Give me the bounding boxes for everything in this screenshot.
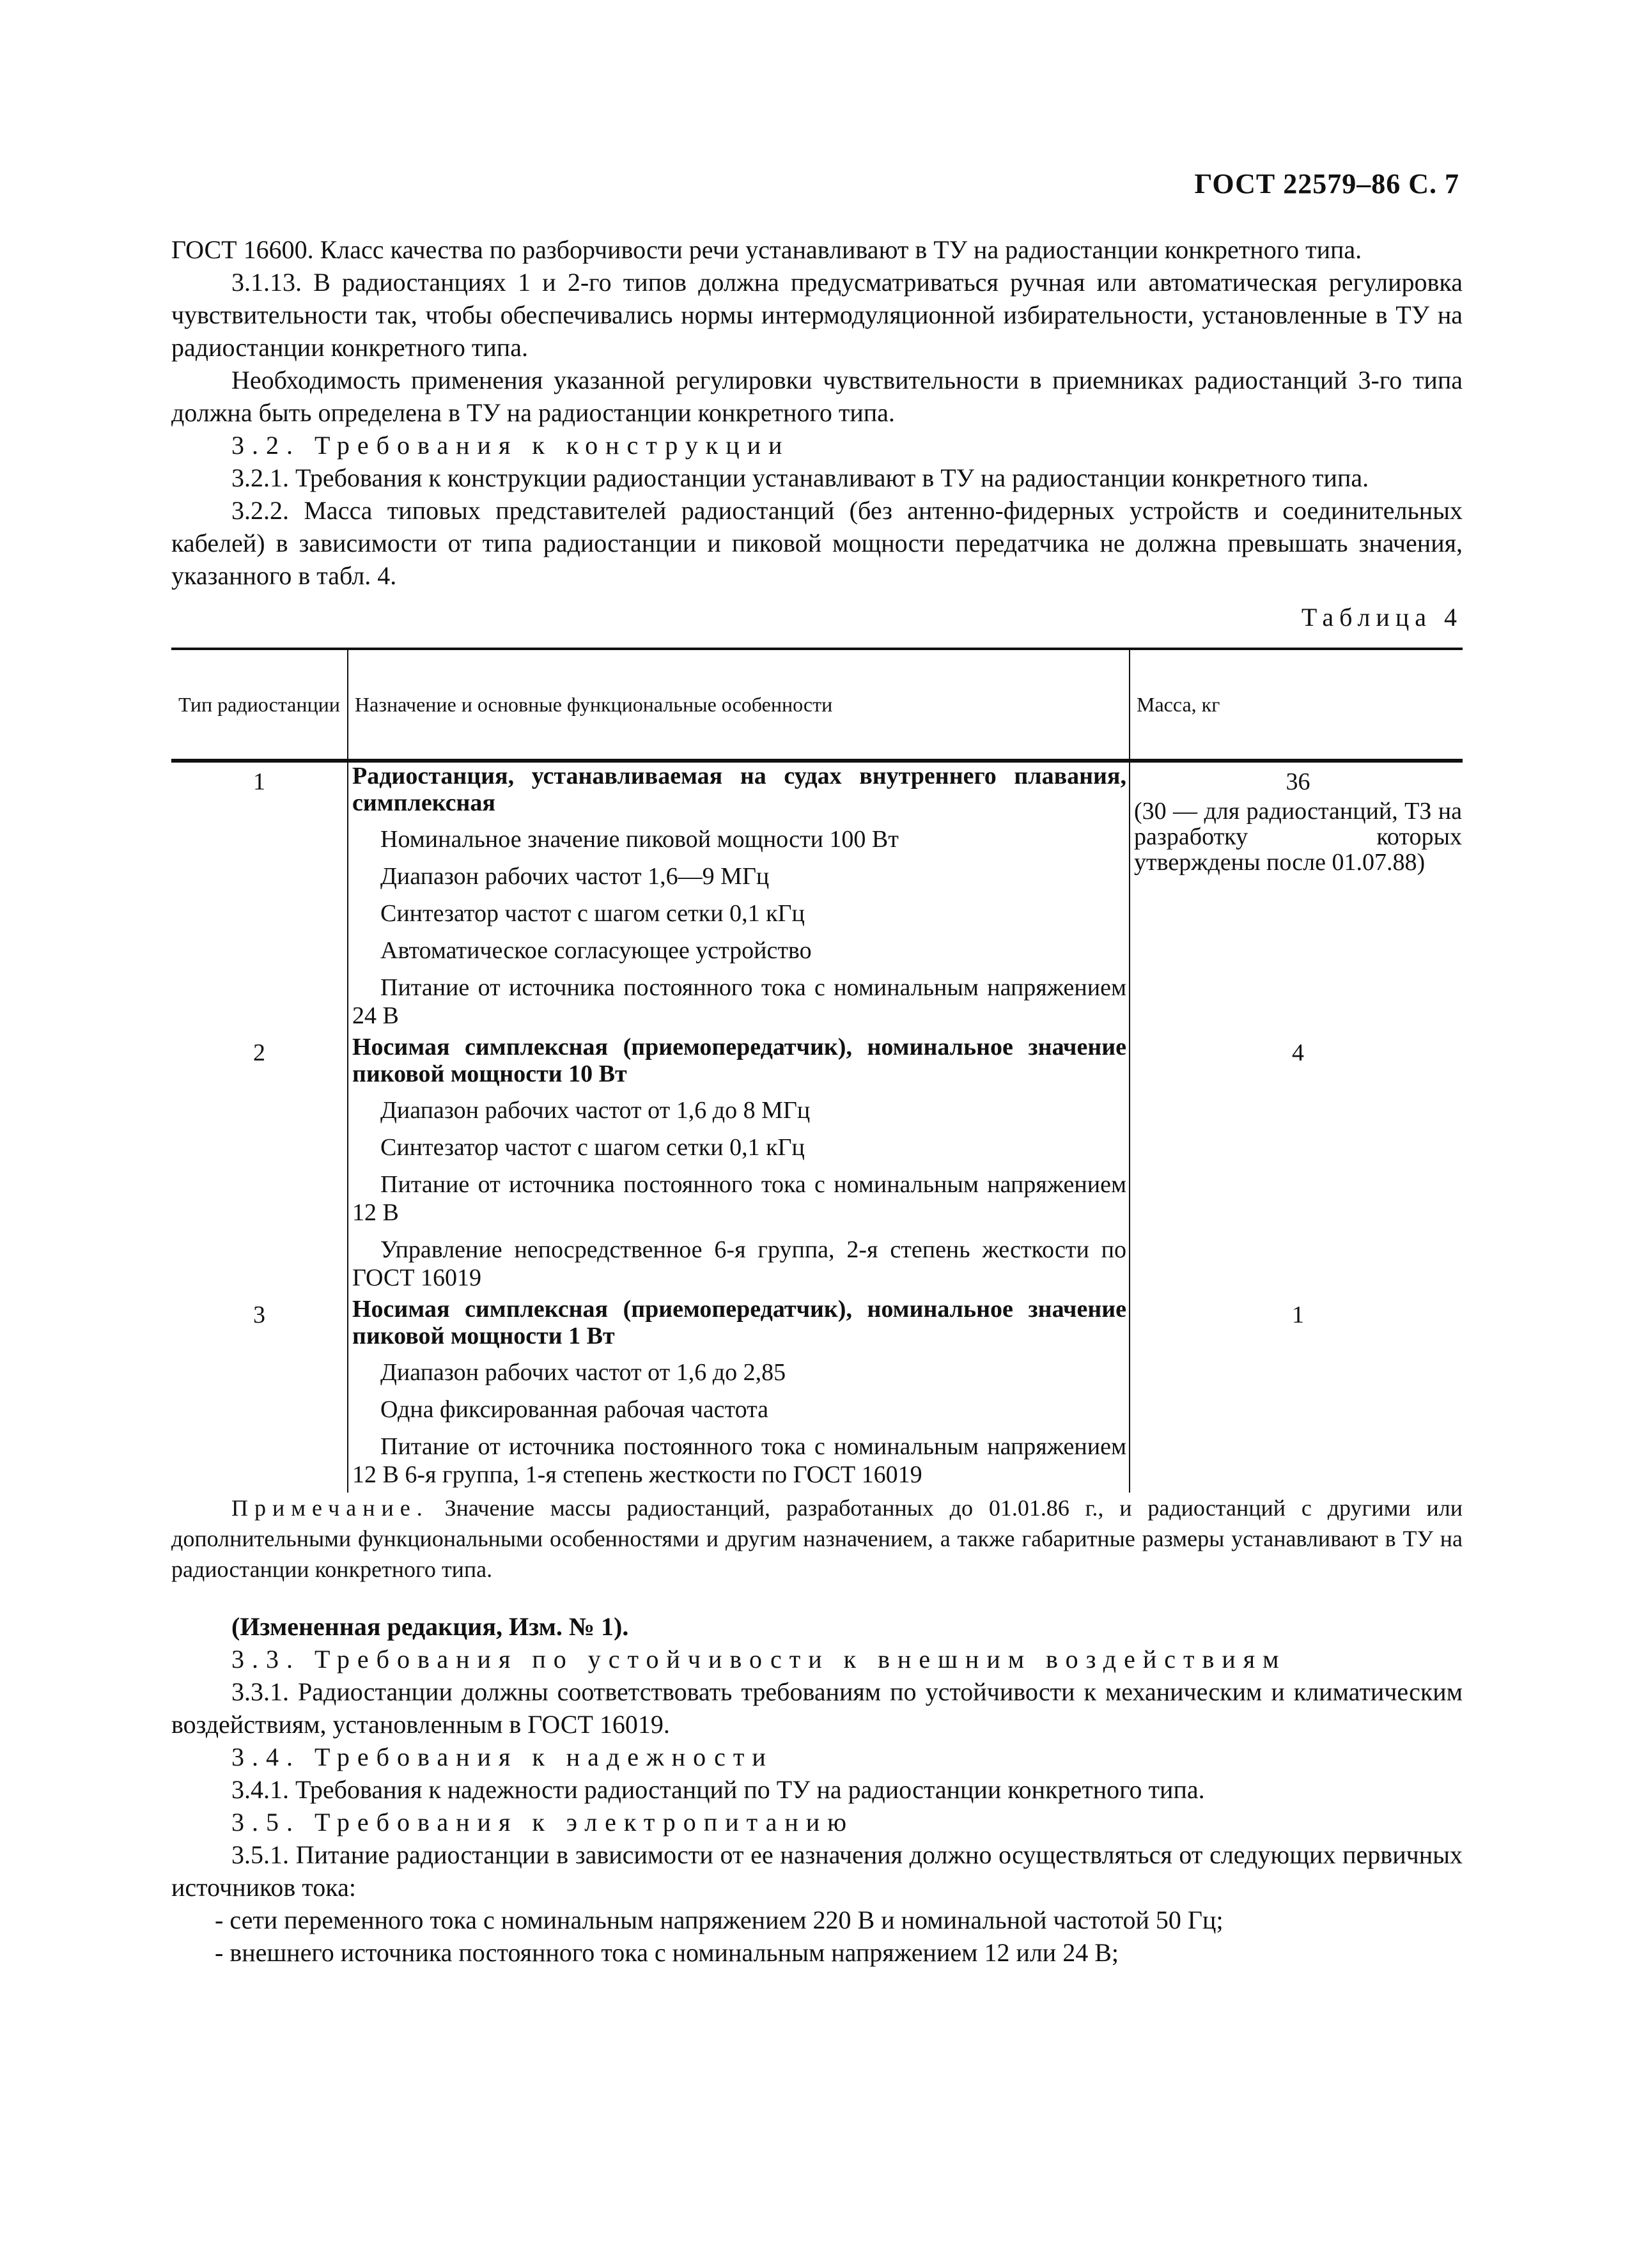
row-title: Радиостанция, устанавливаемая на судах внутреннего плавания, симплексная bbox=[352, 763, 1126, 816]
section-heading-3-2: 3.2. Требования к конструкции bbox=[231, 431, 790, 460]
row-title: Носимая симплексная (приемопередатчик), номинальное значение пиковой мощности 1 Вт bbox=[352, 1296, 1126, 1349]
row-feature: Синтезатор частот с шагом сетки 0,1 кГц bbox=[380, 1134, 805, 1161]
row-mass: 1 bbox=[1292, 1301, 1304, 1328]
mass-table bbox=[171, 648, 1463, 1493]
row-mass-cell bbox=[1130, 761, 1463, 1034]
list-item: - сети переменного тока с номинальным напряжением 220 В и номинальной частотой 50 Гц; bbox=[215, 1906, 1224, 1934]
row-feature: Одна фиксированная рабочая частота bbox=[380, 1396, 769, 1423]
page-header: ГОСТ 22579–86 С. 7 bbox=[1194, 168, 1459, 199]
paragraph-3-2-1: 3.2.1. Требования к конструкции радиостанции устанавливают в ТУ на радиостанции конкретного типа. bbox=[231, 463, 1369, 492]
row-mass: 36 bbox=[1286, 768, 1310, 795]
paragraph-3-2-2: 3.2.2. Масса типовых представителей радиостанций (без антенно-фидерных устройств и соединительных кабелей) в зависимости от типа радиостанции и пиковой мощности передатчика не должна превышать значения, указанного в табл. 4. bbox=[171, 496, 1463, 590]
row-description bbox=[348, 1034, 1130, 1296]
row-type: 1 bbox=[253, 768, 265, 795]
row-mass: 4 bbox=[1292, 1039, 1304, 1066]
section-heading-3-5: 3.5. Требования к электропитанию bbox=[231, 1808, 855, 1837]
table-row bbox=[171, 761, 1463, 1034]
table-caption: Таблица 4 bbox=[1301, 603, 1463, 632]
paragraph: Необходимость применения указанной регулировки чувствительности в приемниках радиостанций 3-го типа должна быть определена в ТУ на радиостанции конкретного типа. bbox=[171, 366, 1463, 427]
header-type: Тип радиостанции bbox=[171, 649, 348, 761]
row-mass-cell bbox=[1130, 1034, 1463, 1296]
table-header-row bbox=[171, 649, 1463, 761]
row-feature: Диапазон рабочих частот 1,6—9 МГц bbox=[380, 863, 770, 890]
paragraph-3-5-1: 3.5.1. Питание радиостанции в зависимости от ее назначения должно осуществляться от следующих первичных источников тока: bbox=[171, 1840, 1463, 1902]
row-feature: Диапазон рабочих частот от 1,6 до 2,85 bbox=[380, 1359, 786, 1386]
paragraph-3-3-1: 3.3.1. Радиостанции должны соответствовать требованиям по устойчивости к механическим и климатическим воздействиям, установленным в ГОСТ 16019. bbox=[171, 1677, 1463, 1739]
row-mass-cell bbox=[1130, 1296, 1463, 1493]
row-feature: Питание от источника постоянного тока с номинальным напряжением 24 В bbox=[352, 974, 1126, 1029]
row-type: 3 bbox=[253, 1301, 265, 1328]
row-description bbox=[348, 761, 1130, 1034]
paragraph: ГОСТ 16600. Класс качества по разборчивости речи устанавливают в ТУ на радиостанции конкретного типа. bbox=[171, 235, 1362, 264]
row-type: 2 bbox=[253, 1039, 265, 1066]
row-title: Носимая симплексная (приемопередатчик), номинальное значение пиковой мощности 10 Вт bbox=[352, 1034, 1126, 1087]
document-body bbox=[171, 233, 1463, 1969]
row-feature: Управление непосредственное 6-я группа, 2-я степень жесткости по ГОСТ 16019 bbox=[352, 1236, 1126, 1291]
note-text: Значение массы радиостанций, разработанных до 01.01.86 г., и радиостанций с другими или дополнительными функциональными особенностями и другим назначением, а также габаритные размеры устанавливают в ТУ на радиостанции конкретного типа. bbox=[171, 1495, 1463, 1582]
header-description: Назначение и основные функциональные особенности bbox=[348, 649, 1130, 761]
row-feature: Синтезатор частот с шагом сетки 0,1 кГц bbox=[380, 900, 805, 927]
table-row bbox=[171, 1034, 1463, 1296]
row-feature: Диапазон рабочих частот от 1,6 до 8 МГц bbox=[380, 1097, 811, 1124]
row-feature: Питание от источника постоянного тока с номинальным напряжением 12 В 6-я группа, 1-я степень жесткости по ГОСТ 16019 bbox=[352, 1433, 1126, 1488]
note-label: Примечание. bbox=[231, 1495, 429, 1521]
amendment-note: (Измененная редакция, Изм. № 1). bbox=[231, 1612, 629, 1641]
row-description bbox=[348, 1296, 1130, 1493]
list-item: - внешнего источника постоянного тока с номинальным напряжением 12 или 24 В; bbox=[215, 1938, 1119, 1967]
section-heading-3-4: 3.4. Требования к надежности bbox=[231, 1743, 773, 1771]
row-mass-note: (30 — для радиостанций, ТЗ на разработку которых утверждены после 01.07.88) bbox=[1134, 798, 1462, 876]
row-feature: Номинальное значение пиковой мощности 100 Вт bbox=[380, 826, 899, 853]
table-row bbox=[171, 1296, 1463, 1493]
row-feature: Питание от источника постоянного тока с номинальным напряжением 12 В bbox=[352, 1171, 1126, 1226]
table-note bbox=[171, 1493, 1463, 1585]
paragraph-3-4-1: 3.4.1. Требования к надежности радиостанций по ТУ на радиостанции конкретного типа. bbox=[231, 1775, 1205, 1804]
paragraph-3-1-13: 3.1.13. В радиостанциях 1 и 2-го типов должна предусматриваться ручная или автоматическая регулировка чувствительности так, чтобы обеспечивались нормы интермодуляционной избирательности, установленные в ТУ на радиостанции конкретного типа. bbox=[171, 268, 1463, 362]
section-heading-3-3: 3.3. Требования по устойчивости к внешним воздействиям bbox=[231, 1645, 1287, 1674]
row-feature: Автоматическое согласующее устройство bbox=[380, 937, 812, 964]
header-mass: Масса, кг bbox=[1130, 649, 1463, 761]
